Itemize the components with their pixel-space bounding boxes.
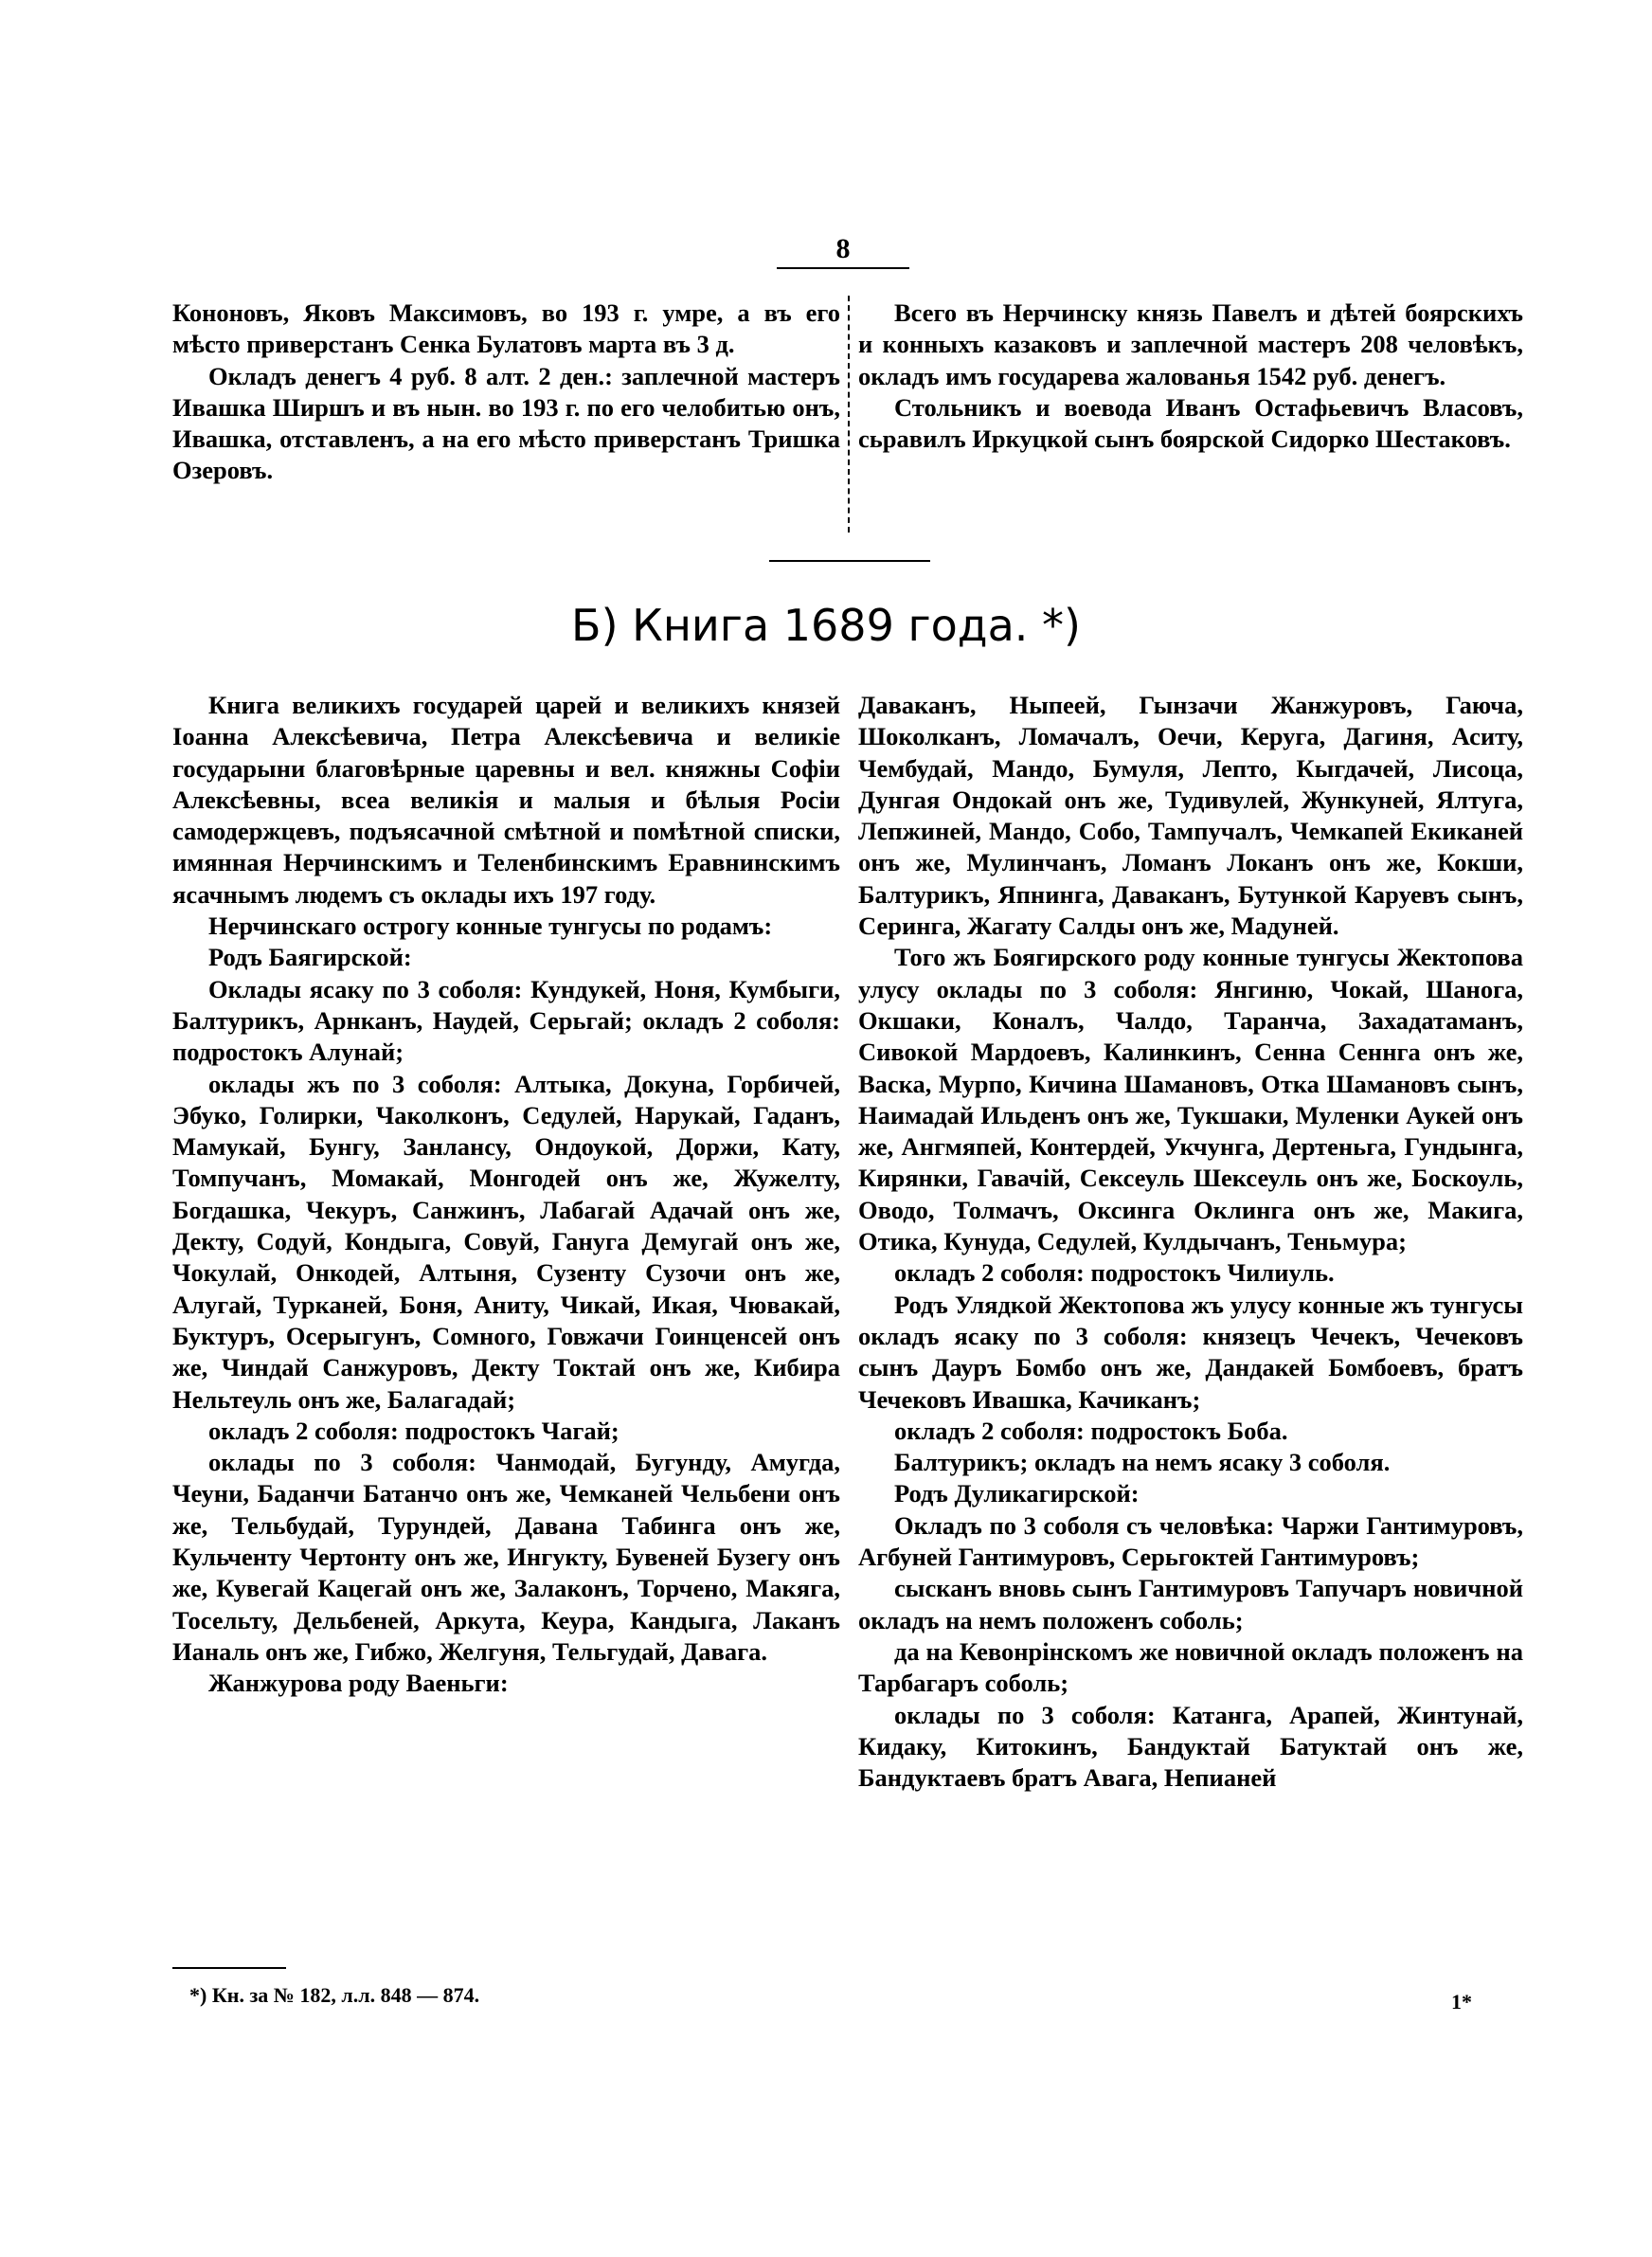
top-right-paragraph: Всего въ Нерчинску князь Павелъ и дѣтей боярскихъ и конныхъ казаковъ и заплечной мастеръ 208 человѣкъ, окладъ имъ государева жалованья 1542 руб. денегъ.	[858, 298, 1523, 390]
page-number: 8	[777, 235, 909, 269]
bottom-right-paragraph: Родъ Улядкой Жектопова жъ улусу конные жъ тунгусы окладъ ясаку по 3 соболя: князецъ Чечекъ, Чечековъ сынъ Дауръ Бомбо онъ же, Дандакей Бомбоевъ, братъ Чечековъ Ивашка, Качиканъ;	[858, 1290, 1523, 1414]
column-divider	[848, 296, 850, 533]
bottom-right-paragraph: Родъ Дуликагирской:	[894, 1479, 1140, 1508]
bottom-right-paragraph: да на Кевонрінскомъ же новичной окладъ положенъ на Тарбагаръ соболь;	[858, 1636, 1523, 1698]
bottom-left-column	[172, 690, 840, 1700]
top-left-paragraph: Окладъ денегъ 4 руб. 8 алт. 2 ден.: заплечной мастеръ Ивашка Ширшъ и въ нын. во 193 г. по его челобитью онъ, Ивашка, отставленъ, а на его мѣсто приверстанъ Тришка Озеровъ.	[172, 361, 840, 485]
section-heading: Б) Книга 1689 года. *)	[571, 600, 1081, 651]
top-right-paragraph: Стольникъ и воевода Иванъ Остафьевичъ Власовъ, сьравилъ Иркуцкой сынъ боярской Сидорко Шестаковъ.	[858, 392, 1523, 454]
bottom-left-paragraph: оклады жъ по 3 соболя: Алтыка, Докуна, Горбичей, Эбуко, Голирки, Чаколконъ, Седулей, Нарукай, Гаданъ, Мамукай, Бунгу, Занлансу, Ондоукой, Доржи, Кату, Томпучанъ, Момакай, Монгодей онъ же, Жужелту, Богдашка, Чекуръ, Санжинъ, Лабагай Адачай онъ же, Декту, Содуй, Кондыга, Совуй, Гануга Демугай онъ же, Чокулай, Онкодей, Алтыня, Сузенту Сузочи онъ же, Алугай, Турканей, Боня, Аниту, Чикай, Икая, Чювакай, Буктуръ, Осерыгунъ, Сомного, Говжачи Гоинценсей онъ же, Чиндай Санжуровъ, Декту Токтай онъ же, Кибира Нельтеуль онъ же, Балагадай;	[172, 1069, 840, 1414]
bottom-left-paragraph: Родъ Баягирской:	[208, 943, 412, 972]
bottom-right-paragraph: окладъ 2 соболя: подростокъ Чилиуль.	[894, 1258, 1335, 1288]
top-left-column	[172, 298, 840, 487]
bottom-right-paragraph: окладъ 2 соболя: подростокъ Боба.	[894, 1416, 1288, 1445]
bottom-left-paragraph: оклады по 3 соболя: Чанмодай, Бугунду, Амугда, Чеуни, Баданчи Батанчо онъ же, Чемканей Чельбени онъ же, Тельбудай, Турундей, Давана Табинга онъ же, Кульченту Чертонту онъ же, Ингукту, Бувеней Бузегу онъ же, Кувегай Кацегай онъ же, Залаконъ, Торчено, Макяга, Тосельту, Дельбеней, Аркута, Кеура, Кандыга, Лаканъ Ианаль онъ же, Гибжо, Желгуня, Тельгудай, Давага.	[172, 1448, 840, 1666]
top-right-column	[858, 298, 1523, 455]
bottom-right-paragraph: сысканъ вновь сынъ Гантимуровъ Тапучаръ новичной окладъ на немъ положенъ соболь;	[858, 1574, 1523, 1634]
bottom-left-paragraph: Жанжурова роду Ваеньги:	[208, 1669, 509, 1698]
top-left-paragraph: Кононовъ, Яковъ Максимовъ, во 193 г. умре, а въ его мѣсто приверстанъ Сенка Булатовъ марта въ 3 д.	[172, 298, 840, 359]
bottom-right-paragraph: оклады по 3 соболя: Катанга, Арапей, Жинтунай, Кидаку, Китокинъ, Бандуктай Батуктай онъ же, Бандуктаевъ братъ Авага, Непианей	[858, 1700, 1523, 1793]
bottom-right-paragraph: Даваканъ, Ныпеей, Гынзачи Жанжуровъ, Гаюча, Шоколканъ, Ломачалъ, Оечи, Керуга, Дагиня, Аситу, Чембудай, Мандо, Бумуля, Лепто, Кыгдачей, Лисоца, Дунгая Ондокай онъ же, Тудивулей, Жункуней, Ялтуга, Лепжиней, Мандо, Собо, Тампучалъ, Чемкапей Екиканей онъ же, Мулинчанъ, Ломанъ Локанъ онъ же, Кокши, Балтурикъ, Япнинга, Даваканъ, Бутункой Каруевъ сынъ, Серинга, Жагату Салды онъ же, Мадуней.	[858, 691, 1523, 941]
section-divider-rule	[769, 560, 930, 562]
bottom-right-column	[858, 690, 1523, 1794]
bottom-left-paragraph: Нерчинскаго острогу конные тунгусы по родамъ:	[208, 912, 773, 941]
bottom-left-paragraph: Книга великихъ государей царей и великихъ князей Іоанна Алексѣевича, Петра Алексѣевича и великіе государыни благовѣрные царевны и вел. княжны Софіи Алексѣевны, всеа великія и малыя и бѣлыя Росіи самодержцевъ, подъясачной смѣтной и помѣтной списки, имянная Нерчинскимъ и Теленбинскимъ Еравнинскимъ ясачнымъ людемъ съ оклады ихъ 197 году.	[172, 691, 840, 909]
footnote-rule	[172, 1967, 286, 1969]
bottom-right-paragraph: Балтурикъ; окладъ на немъ ясаку 3 соболя.	[894, 1448, 1391, 1477]
bottom-left-paragraph: окладъ 2 соболя: подростокъ Чагай;	[208, 1416, 620, 1445]
footnote: *) Кн. за № 182, л.л. 848 — 874.	[189, 1983, 480, 2007]
bottom-right-paragraph: Окладъ по 3 соболя съ человѣка: Чаржи Гантимуровъ, Агбуней Гантимуровъ, Серьгоктей Гантимуровъ;	[858, 1510, 1523, 1572]
signature-mark: 1*	[1451, 1990, 1472, 2013]
bottom-right-paragraph: Того жъ Боягирского роду конные тунгусы Жектопова улусу оклады по 3 соболя: Янгиню, Чокай, Шанога, Окшаки, Коналъ, Чалдо, Таранча, Захадатаманъ, Сивокой Мардоевъ, Калинкинъ, Сенна Сеннга онъ же, Васка, Мурпо, Кичина Шамановъ, Отка Шамановъ сынъ, Наимадай Ильденъ онъ же, Тукшаки, Муленки Аукей онъ же, Ангмяпей, Контердей, Укчунга, Дертеньга, Гундынга, Кирянки, Гавачій, Сексеуль Шексеуль онъ же, Боскоуль, Оводо, Толмачъ, Оксинга Оклинга онъ же, Макига, Отика, Кунуда, Седулей, Кулдычанъ, Теньмура;	[858, 943, 1523, 1256]
bottom-left-paragraph: Оклады ясаку по 3 соболя: Кундукей, Ноня, Кумбыги, Балтурикъ, Арнканъ, Наудей, Серьгай; окладъ 2 соболя: подростокъ Алунай;	[172, 974, 840, 1067]
